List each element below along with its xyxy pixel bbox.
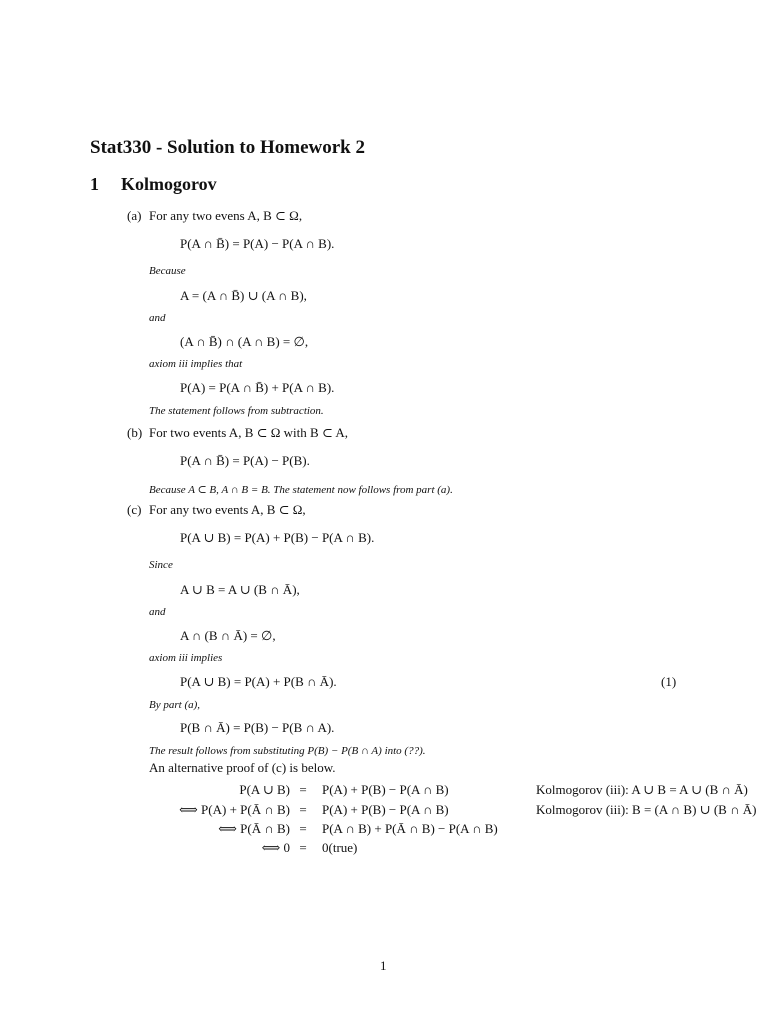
align-row-3-left: ⟺ P(Ā ∩ B) [218, 821, 290, 836]
part-c-eq4: P(A ∪ B) = P(A) + P(B ∩ Ā). [180, 674, 337, 689]
align-row-4-right: 0(true) [322, 840, 358, 855]
align-row-4-left: ⟺ 0 [261, 840, 290, 855]
align-row-1-right: P(A) + P(B) − P(A ∩ B) [322, 782, 449, 797]
part-c-since: Since [149, 559, 173, 571]
align-row-4-rel: = [299, 840, 307, 855]
part-b-eq1: P(A ∩ B̄) = P(A) − P(B). [180, 453, 310, 468]
align-row-2-right: P(A) + P(B) − P(A ∩ B) [322, 802, 449, 817]
part-a-eq3: (A ∩ B̄) ∩ (A ∩ B) = ∅, [180, 334, 309, 349]
align-row-2-note: Kolmogorov (iii): B = (A ∩ B) ∪ (B ∩ Ā) [536, 802, 757, 817]
part-a-because: Because [149, 265, 186, 277]
page-number: 1 [380, 958, 387, 973]
part-c-eq5: P(B ∩ Ā) = P(B) − P(B ∩ A). [180, 720, 335, 735]
equation-number: (1) [661, 674, 677, 689]
part-a-conclusion: The statement follows from subtraction. [149, 405, 324, 417]
part-c-and: and [149, 606, 166, 618]
part-a-eq1: P(A ∩ B̄) = P(A) − P(A ∩ B). [180, 236, 335, 251]
part-c-eq1: P(A ∪ B) = P(A) + P(B) − P(A ∩ B). [180, 530, 375, 545]
part-c-label: (c) [127, 502, 142, 517]
part-b-label: (b) [127, 425, 143, 440]
part-a-eq4: P(A) = P(A ∩ B̄) + P(A ∩ B). [180, 380, 335, 395]
document-title: Stat330 - Solution to Homework 2 [90, 137, 365, 158]
align-row-3-rel: = [299, 821, 307, 836]
align-row-3-right: P(A ∩ B) + P(Ā ∩ B) − P(A ∩ B) [322, 821, 498, 836]
align-row-1-note: Kolmogorov (iii): A ∪ B = A ∪ (B ∩ Ā) [536, 782, 748, 797]
part-c-eq3: A ∩ (B ∩ Ā) = ∅, [180, 628, 276, 643]
section-number: 1 [90, 174, 99, 194]
align-row-2-rel: = [299, 802, 307, 817]
part-c-alternative: An alternative proof of (c) is below. [149, 760, 336, 775]
part-a-eq2: A = (A ∩ B̄) ∪ (A ∩ B), [180, 288, 307, 303]
part-a-and: and [149, 312, 166, 324]
part-c-bypart: By part (a), [149, 699, 201, 711]
part-c-axiom: axiom iii implies [149, 652, 223, 664]
align-row-2-left: ⟺ P(A) + P(Ā ∩ B) [179, 802, 290, 817]
part-a-intro: For any two evens A, B ⊂ Ω, [149, 208, 303, 223]
align-row-1-rel: = [299, 782, 307, 797]
part-c-eq2: A ∪ B = A ∪ (B ∩ Ā), [180, 582, 300, 597]
part-b-conclusion: Because A ⊂ B, A ∩ B = B. The statement now follows from part (a). [149, 484, 453, 496]
part-a-axiom: axiom iii implies that [149, 358, 243, 370]
part-c-intro: For any two events A, B ⊂ Ω, [149, 502, 306, 517]
section-title: Kolmogorov [121, 174, 217, 194]
part-a-label: (a) [127, 208, 142, 223]
part-c-result: The result follows from substituting P(B) − P(B ∩ A) into (??). [149, 745, 426, 757]
align-row-1-left: P(A ∪ B) [239, 782, 290, 797]
part-b-intro: For two events A, B ⊂ Ω with B ⊂ A, [149, 425, 349, 440]
